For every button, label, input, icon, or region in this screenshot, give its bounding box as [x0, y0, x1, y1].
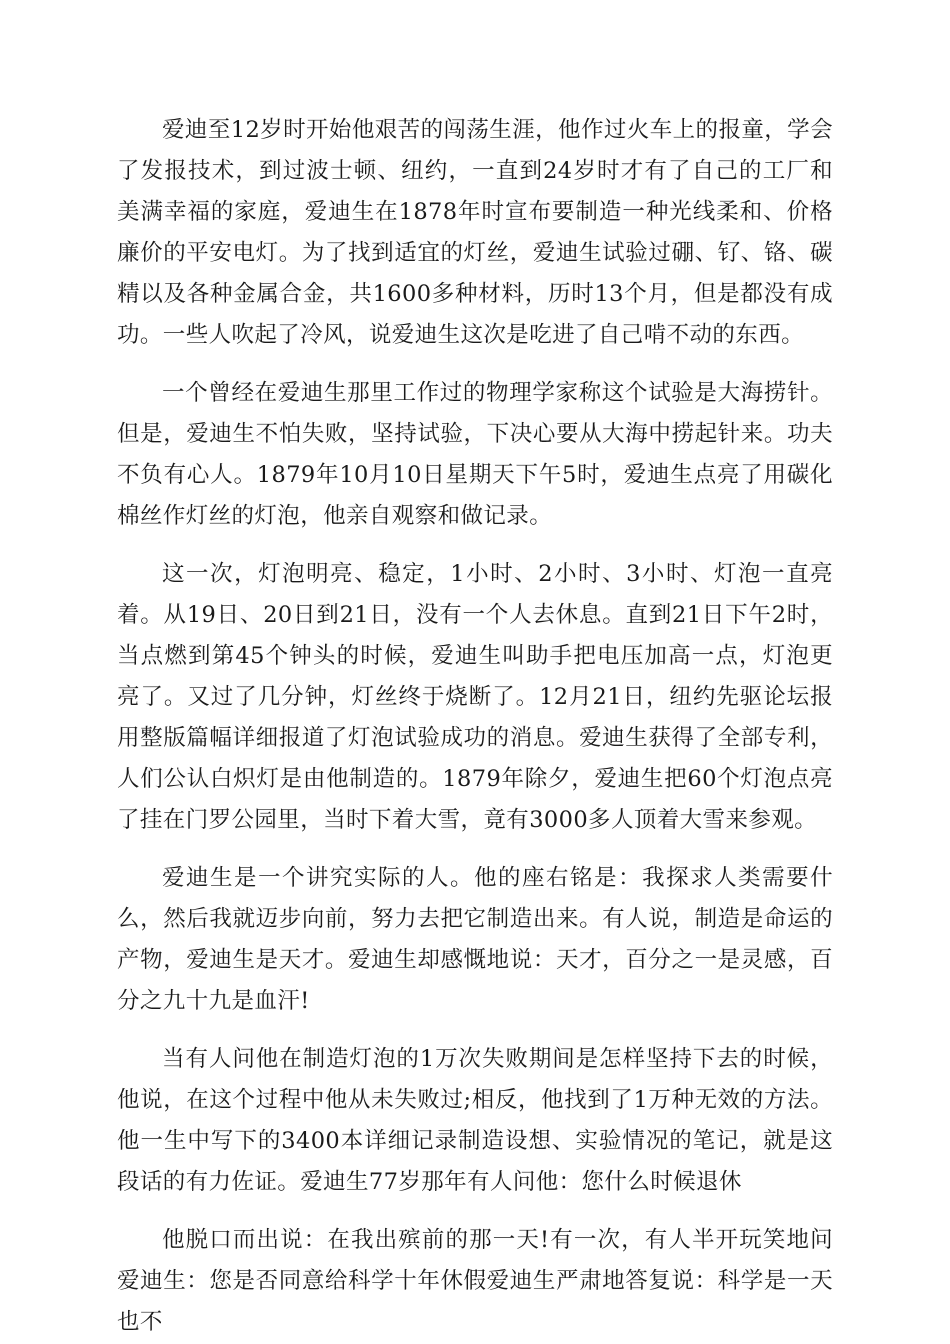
paragraph-genius-quote: 爱迪生是一个讲究实际的人。他的座右铭是：我探求人类需要什么，然后我就迈步向前，努力去把它制造出来。有人说，制造是命运的产物，爱迪生是天才。爱迪生却感慨地说：天才，百分之一是灵感，百分之九十九是血汗! — [117, 865, 833, 1014]
paragraph-ten-thousand-failures: 当有人问他在制造灯泡的1万次失败期间是怎样坚持下去的时候，他说，在这个过程中他从未失败过;相反，他找到了1万种无效的方法。他一生中写下的3400本详细记录制造设想、实验情况的笔记，就是这段话的有力佐证。爱迪生77岁那年有人问他：您什么时候退休 — [117, 1046, 833, 1195]
paragraph-retirement-answer: 他脱口而出说：在我出殡前的那一天!有一次，有人半开玩笑地问爱迪生：您是否同意给科学十年休假爱迪生严肃地答复说：科学是一天也不 — [117, 1227, 833, 1335]
document-body — [117, 110, 833, 1343]
paragraph-bulb-success: 这一次，灯泡明亮、稳定，1小时、2小时、3小时、灯泡一直亮着。从19日、20日到21日，没有一个人去休息。直到21日下午2时，当点燃到第45个钟头的时候，爱迪生叫助手把电压加高一点，灯泡更亮了。又过了几分钟，灯丝终于烧断了。12月21日，纽约先驱论坛报用整版篇幅详细报道了灯泡试验成功的消息。爱迪生获得了全部专利，人们公认白炽灯是由他制造的。1879年除夕，爱迪生把60个灯泡点亮了挂在门罗公园里，当时下着大雪，竟有3000多人顶着大雪来参观。 — [117, 561, 833, 833]
paragraph-needle-in-sea: 一个曾经在爱迪生那里工作过的物理学家称这个试验是大海捞针。但是，爱迪生不怕失败，坚持试验，下决心要从大海中捞起针来。功夫不负有心人。1879年10月10日星期天下午5时，爱迪生点亮了用碳化棉丝作灯丝的灯泡，他亲自观察和做记录。 — [117, 380, 833, 529]
paragraph-edison-early-life: 爱迪至12岁时开始他艰苦的闯荡生涯，他作过火车上的报童，学会了发报技术，到过波士顿、纽约，一直到24岁时才有了自己的工厂和美满幸福的家庭，爱迪生在1878年时宣布要制造一种光线柔和、价格廉价的平安电灯。为了找到适宜的灯丝，爱迪生试验过硼、钌、铬、碳精以及各种金属合金，共1600多种材料，历时13个月，但是都没有成功。一些人吹起了冷风，说爱迪生这次是吃进了自己啃不动的东西。 — [117, 117, 833, 348]
